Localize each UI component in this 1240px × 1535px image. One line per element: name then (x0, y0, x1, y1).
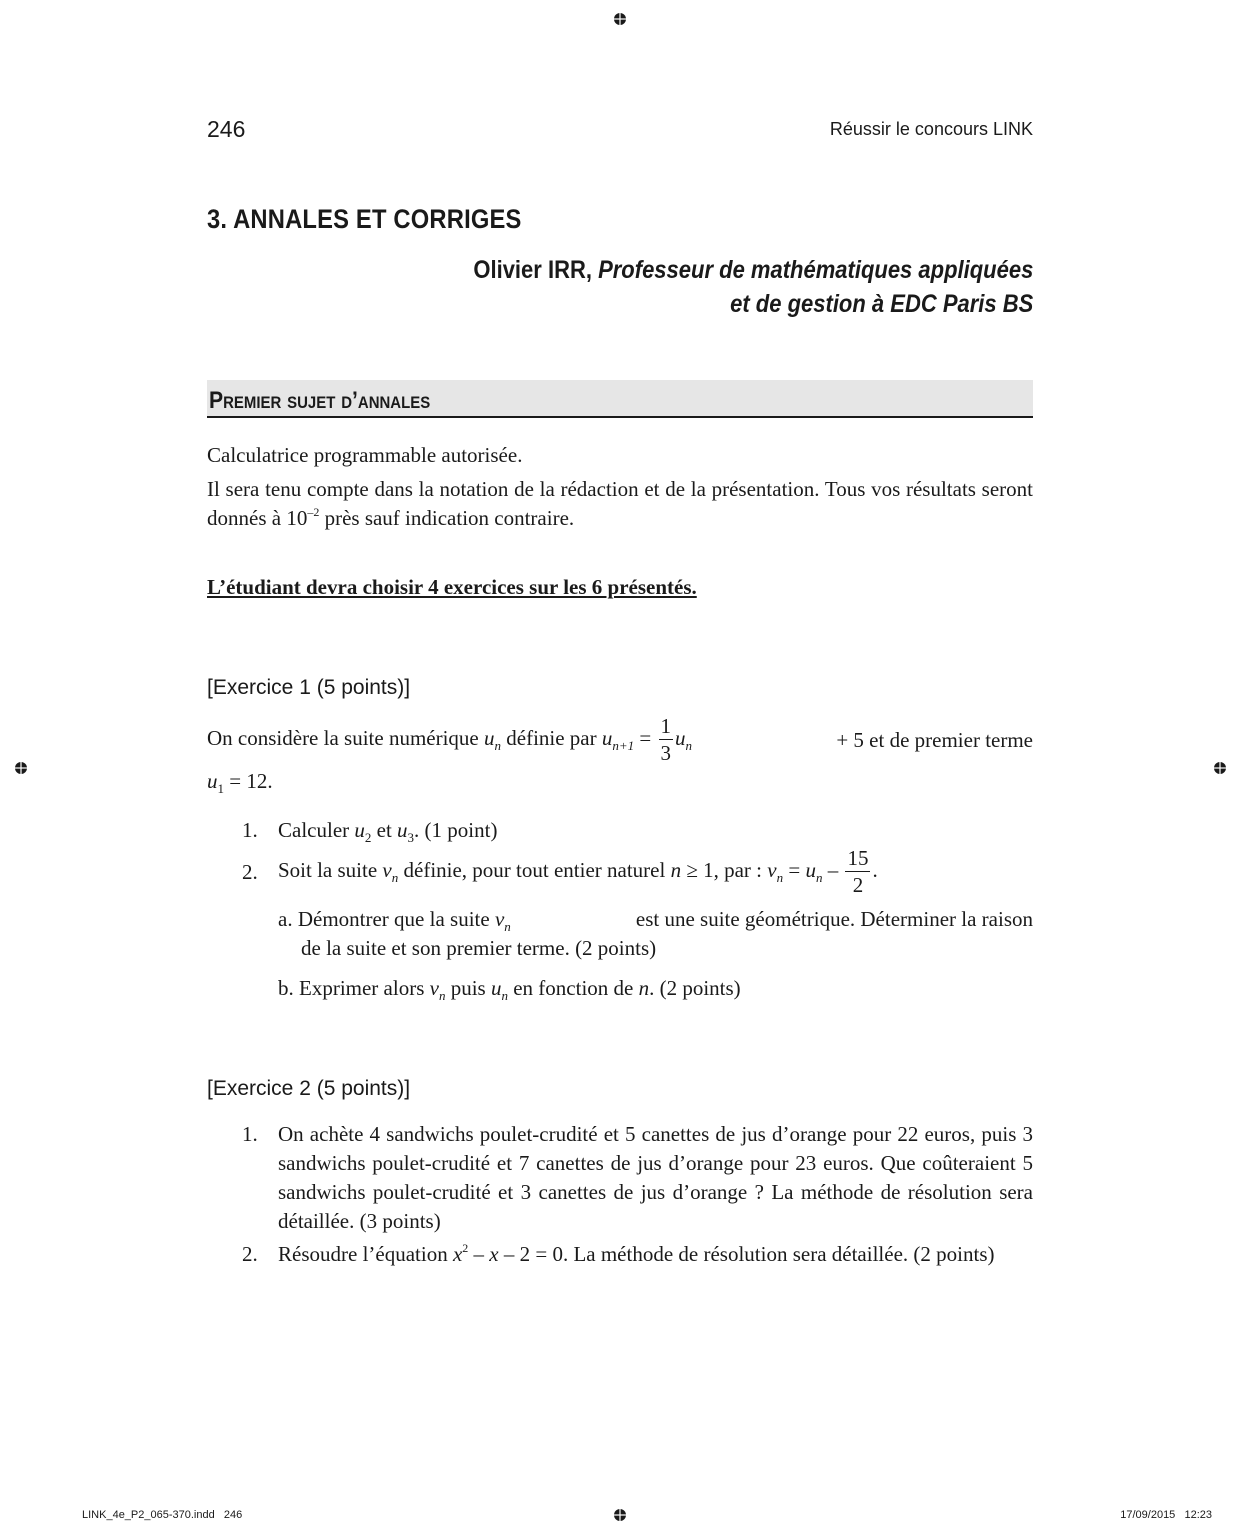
ex1-q2-equals: = (783, 857, 806, 882)
ex1-q1-text-b: et (371, 818, 398, 842)
section-banner (207, 380, 1033, 418)
ex2-q2-x2: x (489, 1242, 499, 1266)
ex1-q1-u3: u (397, 818, 408, 842)
ex2-q1-text: On achète 4 sandwichs poulet-crudité et 5 canettes de jus d’orange pour 22 euros, puis 3 sandwichs poulet-crudité et 7 canettes de jus d’orange pour 23 euros. Que coûteraient 5 sandwichs poulet-crudité et 3 canettes de jus d’orange ? La méthode de résolution sera détaillée. (3 points) (278, 1122, 1033, 1233)
running-header: Réussir le concours LINK (829, 119, 1033, 139)
ex1-equals: = (634, 725, 657, 750)
ex1-q1-text-a: Calculer (278, 818, 355, 842)
ex1-q2-v: v (382, 857, 392, 882)
page-number: 246 (207, 116, 246, 142)
ex1-q2-text-c: ≥ 1, par : (681, 857, 768, 882)
footer-datetime: 17/09/2015 12:23 (1120, 1509, 1212, 1521)
ex1-q1-number: 1. (242, 818, 258, 842)
ex1-q2-u: u (805, 857, 816, 882)
ex2-q2-text-a: Résoudre l’équation (278, 1242, 453, 1266)
ex2-q1-number: 1. (242, 1122, 258, 1146)
ex1-q2b-u: u (490, 976, 502, 1000)
ex1-sub-n2: n (685, 737, 692, 753)
ex1-q2-minus: – (822, 857, 844, 882)
ex1-var-u3: u (675, 725, 686, 750)
ex2-q2-minus: – (468, 1242, 490, 1266)
ex1-q2-sub-n: n (391, 869, 399, 885)
ex1-statement (207, 714, 1033, 766)
ex1-question-1 (242, 816, 497, 845)
ex1-q2-sub-n2: n (776, 869, 784, 885)
choose-instruction: L’étudiant devra choisir 4 exercices sur les 6 présentés. (207, 575, 697, 599)
ex2-q2-exp: 2 (462, 1241, 469, 1255)
ex1-q2b-v: v (429, 976, 439, 1000)
ex1-q2b-label: b. (278, 976, 294, 1000)
ex1-q1-sub2: 2 (364, 830, 372, 845)
ex1-q2b-text-c: en fonction de (507, 976, 639, 1000)
ex2-q2-body (278, 1240, 1033, 1269)
ex1-q1-text-c: . (1 point) (414, 818, 498, 842)
ex1-q2-fraction (845, 848, 870, 896)
ex1-sub-n: n (494, 737, 501, 753)
ex1-q2b-text-a: Exprimer alors (299, 976, 430, 1000)
ex1-q2-n: n (670, 857, 682, 882)
chapter-title: 3. ANNALES ET CORRIGES (207, 204, 522, 234)
ex1-stmt-right: + 5 et de premier terme (836, 727, 1033, 752)
ex1-stmt-text-a: On considère la suite numérique (207, 725, 484, 750)
notation-text-end: près sauf indication contraire. (319, 506, 575, 530)
ex1-q2-text-a: Soit la suite (278, 857, 383, 882)
author-line-2 (473, 287, 1033, 321)
ex1-q2a-v: v (494, 907, 505, 931)
ex1-init-u: u (207, 769, 218, 793)
exercise-1-title: [Exercice 1 (5 points)] (207, 676, 411, 699)
ex1-q2a-label: a. (278, 907, 293, 931)
notation-exponent: –2 (307, 505, 320, 519)
ex1-question-2a (278, 905, 1033, 963)
ex1-q2a-left (278, 905, 511, 934)
author-role-2: et de gestion à EDC Paris BS (729, 290, 1033, 318)
author-role-1: Professeur de mathématiques appliquées (597, 256, 1033, 284)
ex1-q2-period: . (872, 857, 878, 882)
ex1-q2a-line-2: de la suite et son premier terme. (2 points) (301, 936, 657, 960)
notation-text: Il sera tenu compte dans la notation de la rédaction et de la présentation. Tous vos résultats seront donnés à 10 (207, 477, 1033, 530)
ex1-q2b-text-d: . (2 points) (649, 976, 741, 1000)
ex1-q2b-sub-n: n (438, 988, 446, 1003)
exercise-2-title: [Exercice 2 (5 points)] (207, 1077, 411, 1100)
ex1-q1-sub3: 3 (407, 830, 415, 845)
author-name: Olivier IRR, (473, 256, 592, 284)
ex1-frac-den: 3 (660, 741, 671, 765)
registration-mark-bottom-icon (613, 1508, 627, 1522)
ex1-sub-n1: n+1 (612, 737, 635, 753)
registration-mark-right-icon (1213, 761, 1227, 775)
ex2-q2-x: x (452, 1242, 463, 1266)
ex2-question-1 (242, 1120, 1033, 1236)
ex1-q1-u2: u (354, 818, 365, 842)
ex2-q2-text-c: – 2 = 0. La méthode de résolution sera détaillée. (2 points) (498, 1242, 995, 1266)
ex1-q2a-line-1 (278, 905, 1033, 934)
ex1-q2-sub-n3: n (815, 869, 823, 885)
ex1-var-u2: u (601, 725, 613, 750)
ex2-q2-number: 2. (242, 1242, 258, 1266)
ex1-fraction (659, 716, 674, 764)
ex1-q2b-n: n (638, 976, 650, 1000)
ex1-stmt-left (207, 716, 692, 764)
author-block (397, 253, 1033, 321)
author-line-1 (473, 253, 1033, 287)
ex1-q2a-text-a: Démontrer que la suite (297, 907, 495, 931)
ex1-initial-term (207, 767, 273, 796)
ex1-q2-text-b: définie, pour tout entier naturel (398, 857, 671, 882)
footer-filename: LINK_4e_P2_065-370.indd 246 (82, 1509, 243, 1521)
section-title: Premier sujet d’annales (209, 387, 431, 414)
ex1-init-val: = 12. (224, 769, 273, 793)
notation-note (207, 475, 1033, 533)
ex1-q2-frac-num: 15 (847, 846, 869, 870)
registration-mark-left-icon (14, 761, 28, 775)
ex1-q2b-text-b: puis (445, 976, 491, 1000)
ex2-question-2 (242, 1240, 1033, 1269)
ex1-var-u: u (484, 725, 495, 750)
ex1-question-2 (242, 846, 878, 898)
ex1-q2-frac-den: 2 (852, 873, 864, 897)
ex1-q2-number: 2. (242, 859, 258, 884)
ex1-q2b-sub-n2: n (501, 988, 508, 1003)
ex1-frac-num: 1 (660, 714, 671, 738)
ex1-question-2b (278, 974, 741, 1003)
ex1-q2a-sub-n: n (504, 919, 511, 934)
ex1-q2-v2: v (767, 857, 777, 882)
ex1-q2a-text-b: est une suite géométrique. Déterminer la raison (635, 907, 1033, 931)
registration-mark-top-icon (613, 12, 627, 26)
ex1-init-sub: 1 (217, 781, 224, 796)
calculator-note: Calculatrice programmable autorisée. (207, 443, 523, 467)
ex1-stmt-text-b: définie par (501, 725, 602, 750)
